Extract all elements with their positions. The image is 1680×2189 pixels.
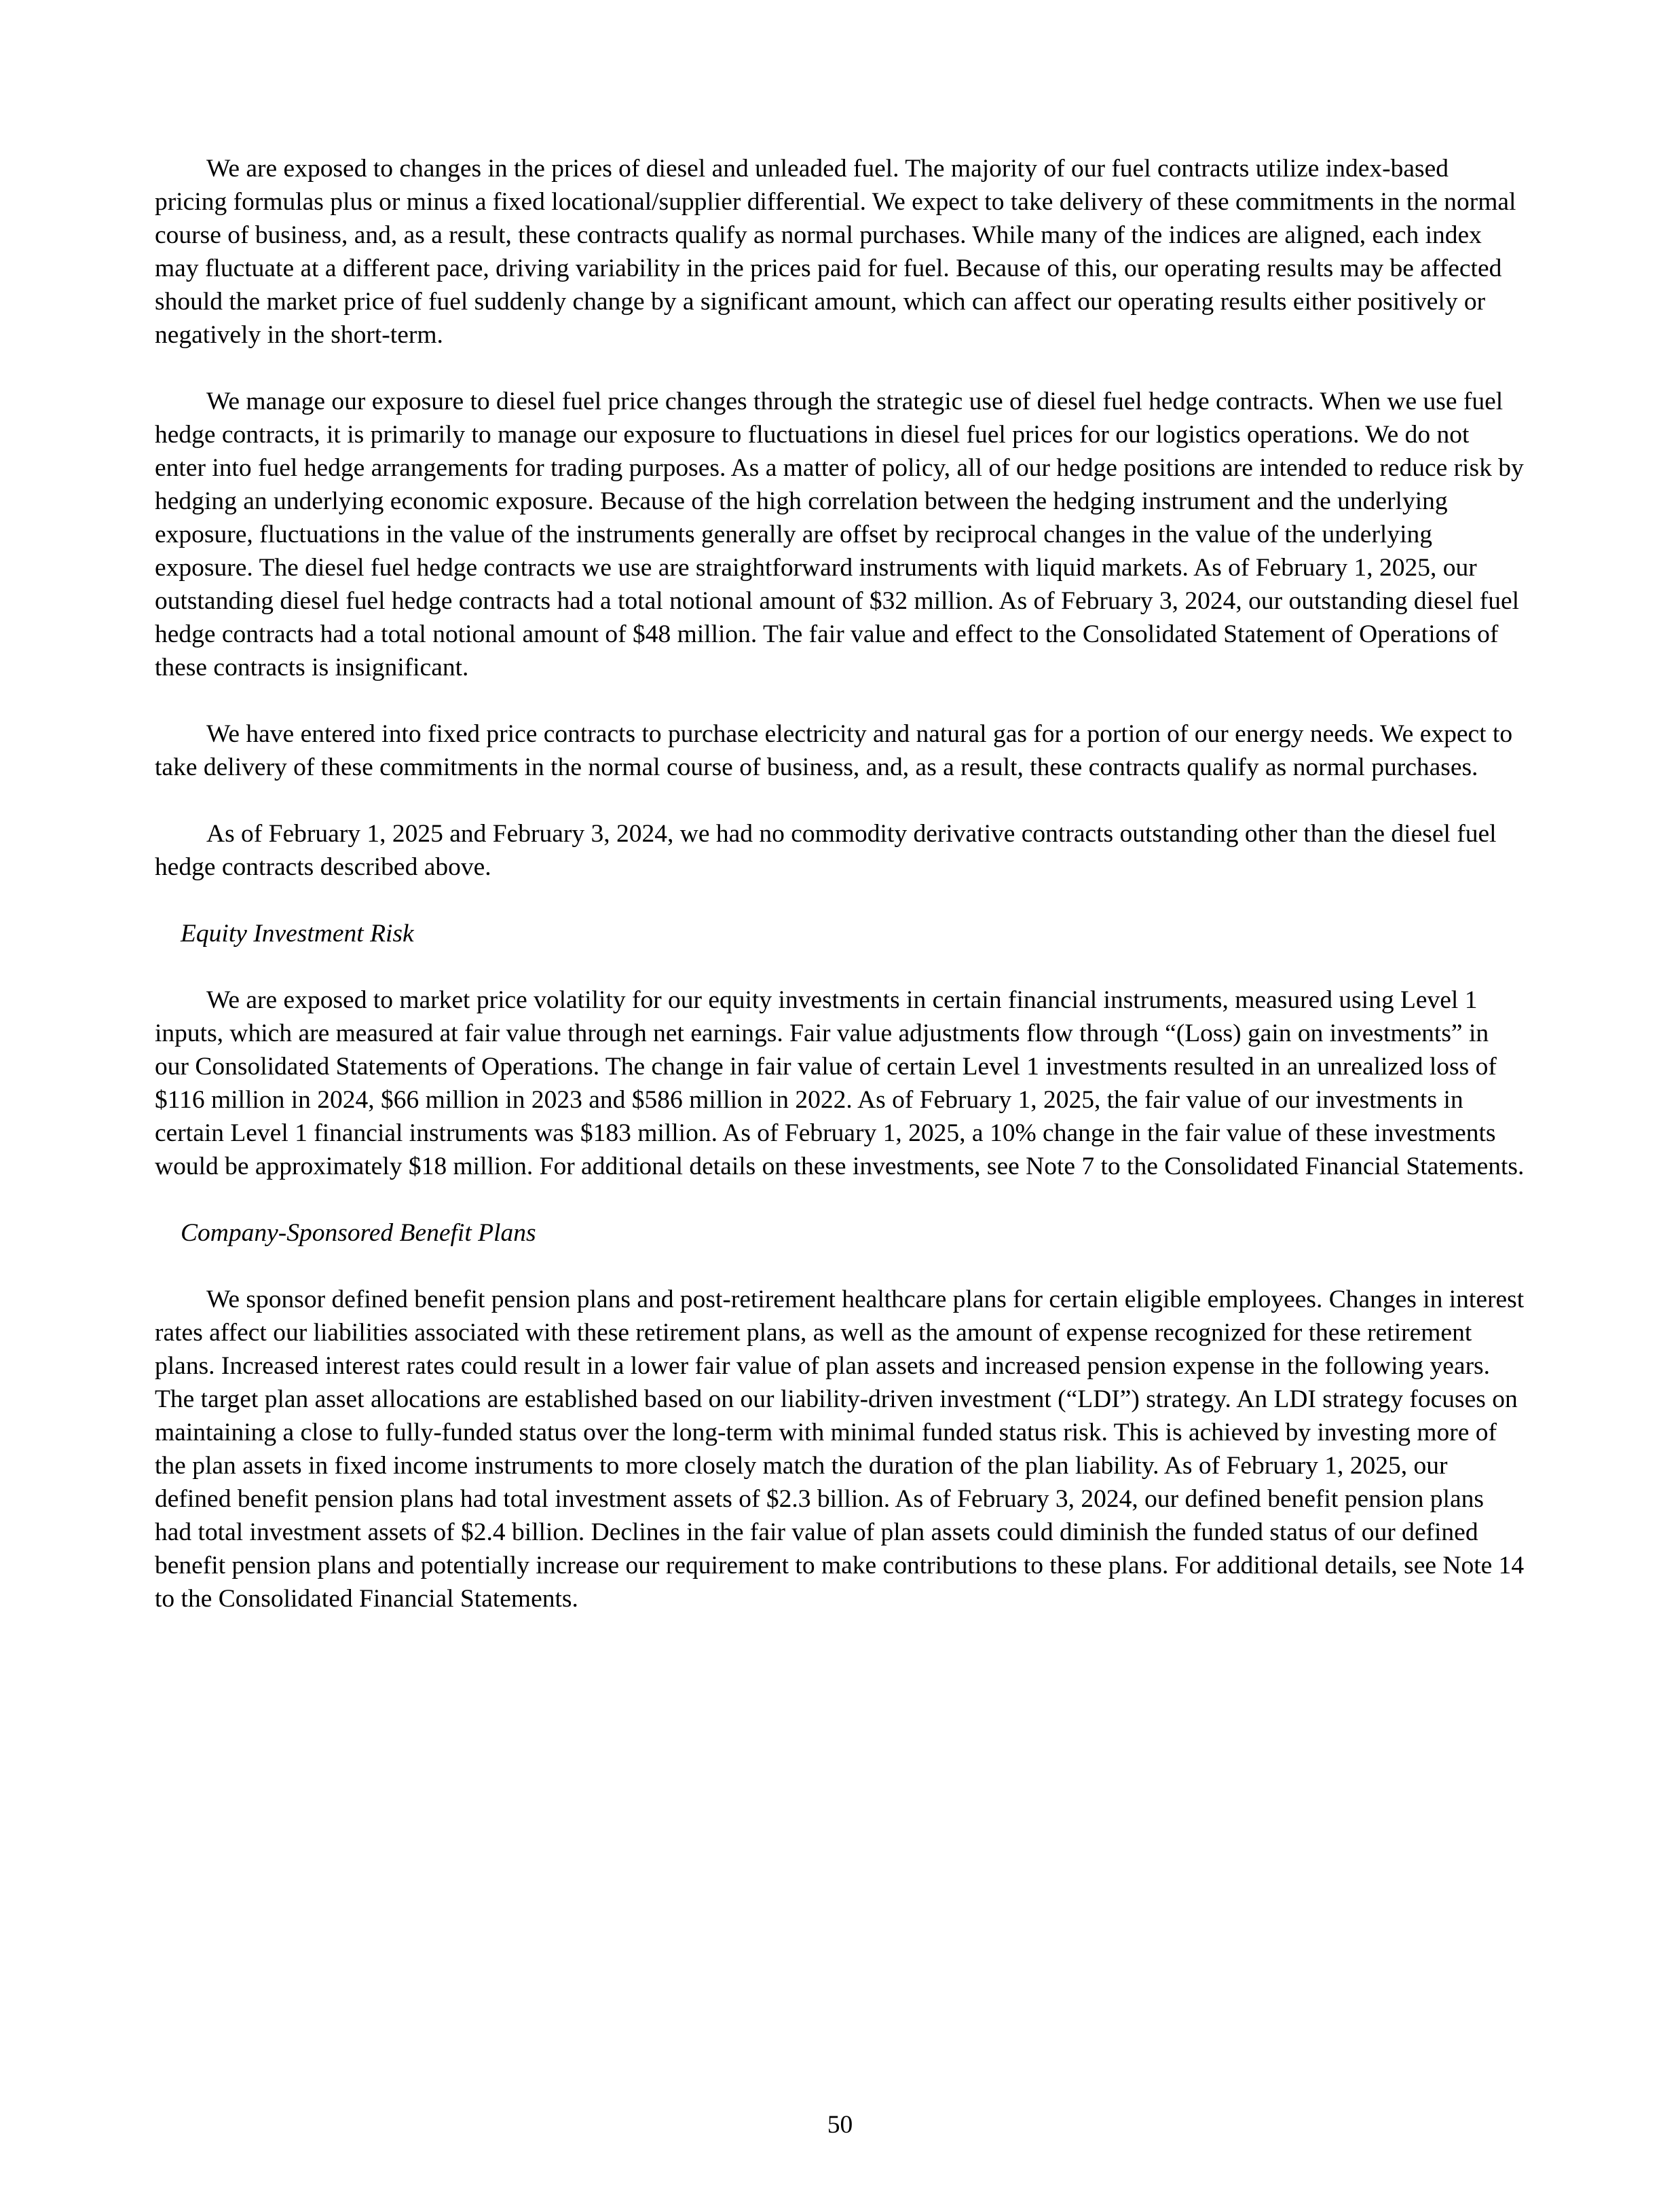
heading-company-sponsored-benefit-plans: Company-Sponsored Benefit Plans [181, 1219, 536, 1247]
page-number: 50 [827, 2111, 853, 2139]
paragraph-fuel-price-exposure: We are exposed to changes in the prices of diesel and unleaded fuel. The majority of our fuel contracts utilize index-based pricing formulas plus or minus a fixed locational/supplier differential. We expect to take delivery of these commitments in the normal course of business, and, as a result, these contracts qualify as normal purchases. While many of the indices are aligned, each index may fluctuate at a different pace, driving variability in the prices paid for fuel. Because of this, our operating results may be affected should the market price of fuel suddenly change by a significant amount, which can affect our operating results either positively or negatively in the short-term. [155, 155, 1516, 349]
paragraph-fixed-price-energy-contracts: We have entered into fixed price contracts to purchase electricity and natural gas for a portion of our energy needs. We expect to take delivery of these commitments in the normal course of business, and, as a result, these contracts qualify as normal purchases. [155, 720, 1513, 781]
heading-equity-investment-risk: Equity Investment Risk [181, 920, 414, 948]
paragraph-equity-investment-risk: We are exposed to market price volatility for our equity investments in certain financial instruments, measured using Level 1 inputs, which are measured at fair value through net earnings. Fair value adjustments flow through “(Loss) gain on investments” in our Consolidated Statements of Operations. The change in fair value of certain Level 1 investments resulted in an unrealized loss of $116 million in 2024, $66 million in 2023 and $586 million in 2022. As of February 1, 2025, the fair value of our investments in certain Level 1 financial instruments was $183 million. As of February 1, 2025, a 10% change in the fair value of these investments would be approximately $18 million. For additional details on these investments, see Note 7 to the Consolidated Financial Statements. [155, 986, 1525, 1180]
document-page [155, 152, 1525, 1649]
paragraph-commodity-derivatives: As of February 1, 2025 and February 3, 2024, we had no commodity derivative contracts outstanding other than the diesel fuel hedge contracts described above. [155, 820, 1497, 881]
paragraph-benefit-plans: We sponsor defined benefit pension plans and post-retirement healthcare plans for certain eligible employees. Changes in interest rates affect our liabilities associated with these retirement plans, as well as the amount of expense recognized for these retirement plans. Increased interest rates could result in a lower fair value of plan assets and increased pension expense in the following years. The target plan asset allocations are established based on our liability-driven investment (“LDI”) strategy. An LDI strategy focuses on maintaining a close to fully-funded status over the long-term with minimal funded status risk. This is achieved by investing more of the plan assets in fixed income instruments to more closely match the duration of the plan liability. As of February 1, 2025, our defined benefit pension plans had total investment assets of $2.3 billion. As of February 3, 2024, our defined benefit pension plans had total investment assets of $2.4 billion. Declines in the fair value of plan assets could diminish the funded status of our defined benefit pension plans and potentially increase our requirement to make contributions to these plans. For additional details, see Note 14 to the Consolidated Financial Statements. [155, 1286, 1525, 1613]
paragraph-diesel-fuel-hedge: We manage our exposure to diesel fuel price changes through the strategic use of diesel fuel hedge contracts. When we use fuel hedge contracts, it is primarily to manage our exposure to fluctuations in diesel fuel prices for our logistics operations. We do not enter into fuel hedge arrangements for trading purposes. As a matter of policy, all of our hedge positions are intended to reduce risk by hedging an underlying economic exposure. Because of the high correlation between the hedging instrument and the underlying exposure, fluctuations in the value of the instruments generally are offset by reciprocal changes in the value of the underlying exposure. The diesel fuel hedge contracts we use are straightforward instruments with liquid markets. As of February 1, 2025, our outstanding diesel fuel hedge contracts had a total notional amount of $32 million. As of February 3, 2024, our outstanding diesel fuel hedge contracts had a total notional amount of $48 million. The fair value and effect to the Consolidated Statement of Operations of these contracts is insignificant. [155, 388, 1524, 681]
